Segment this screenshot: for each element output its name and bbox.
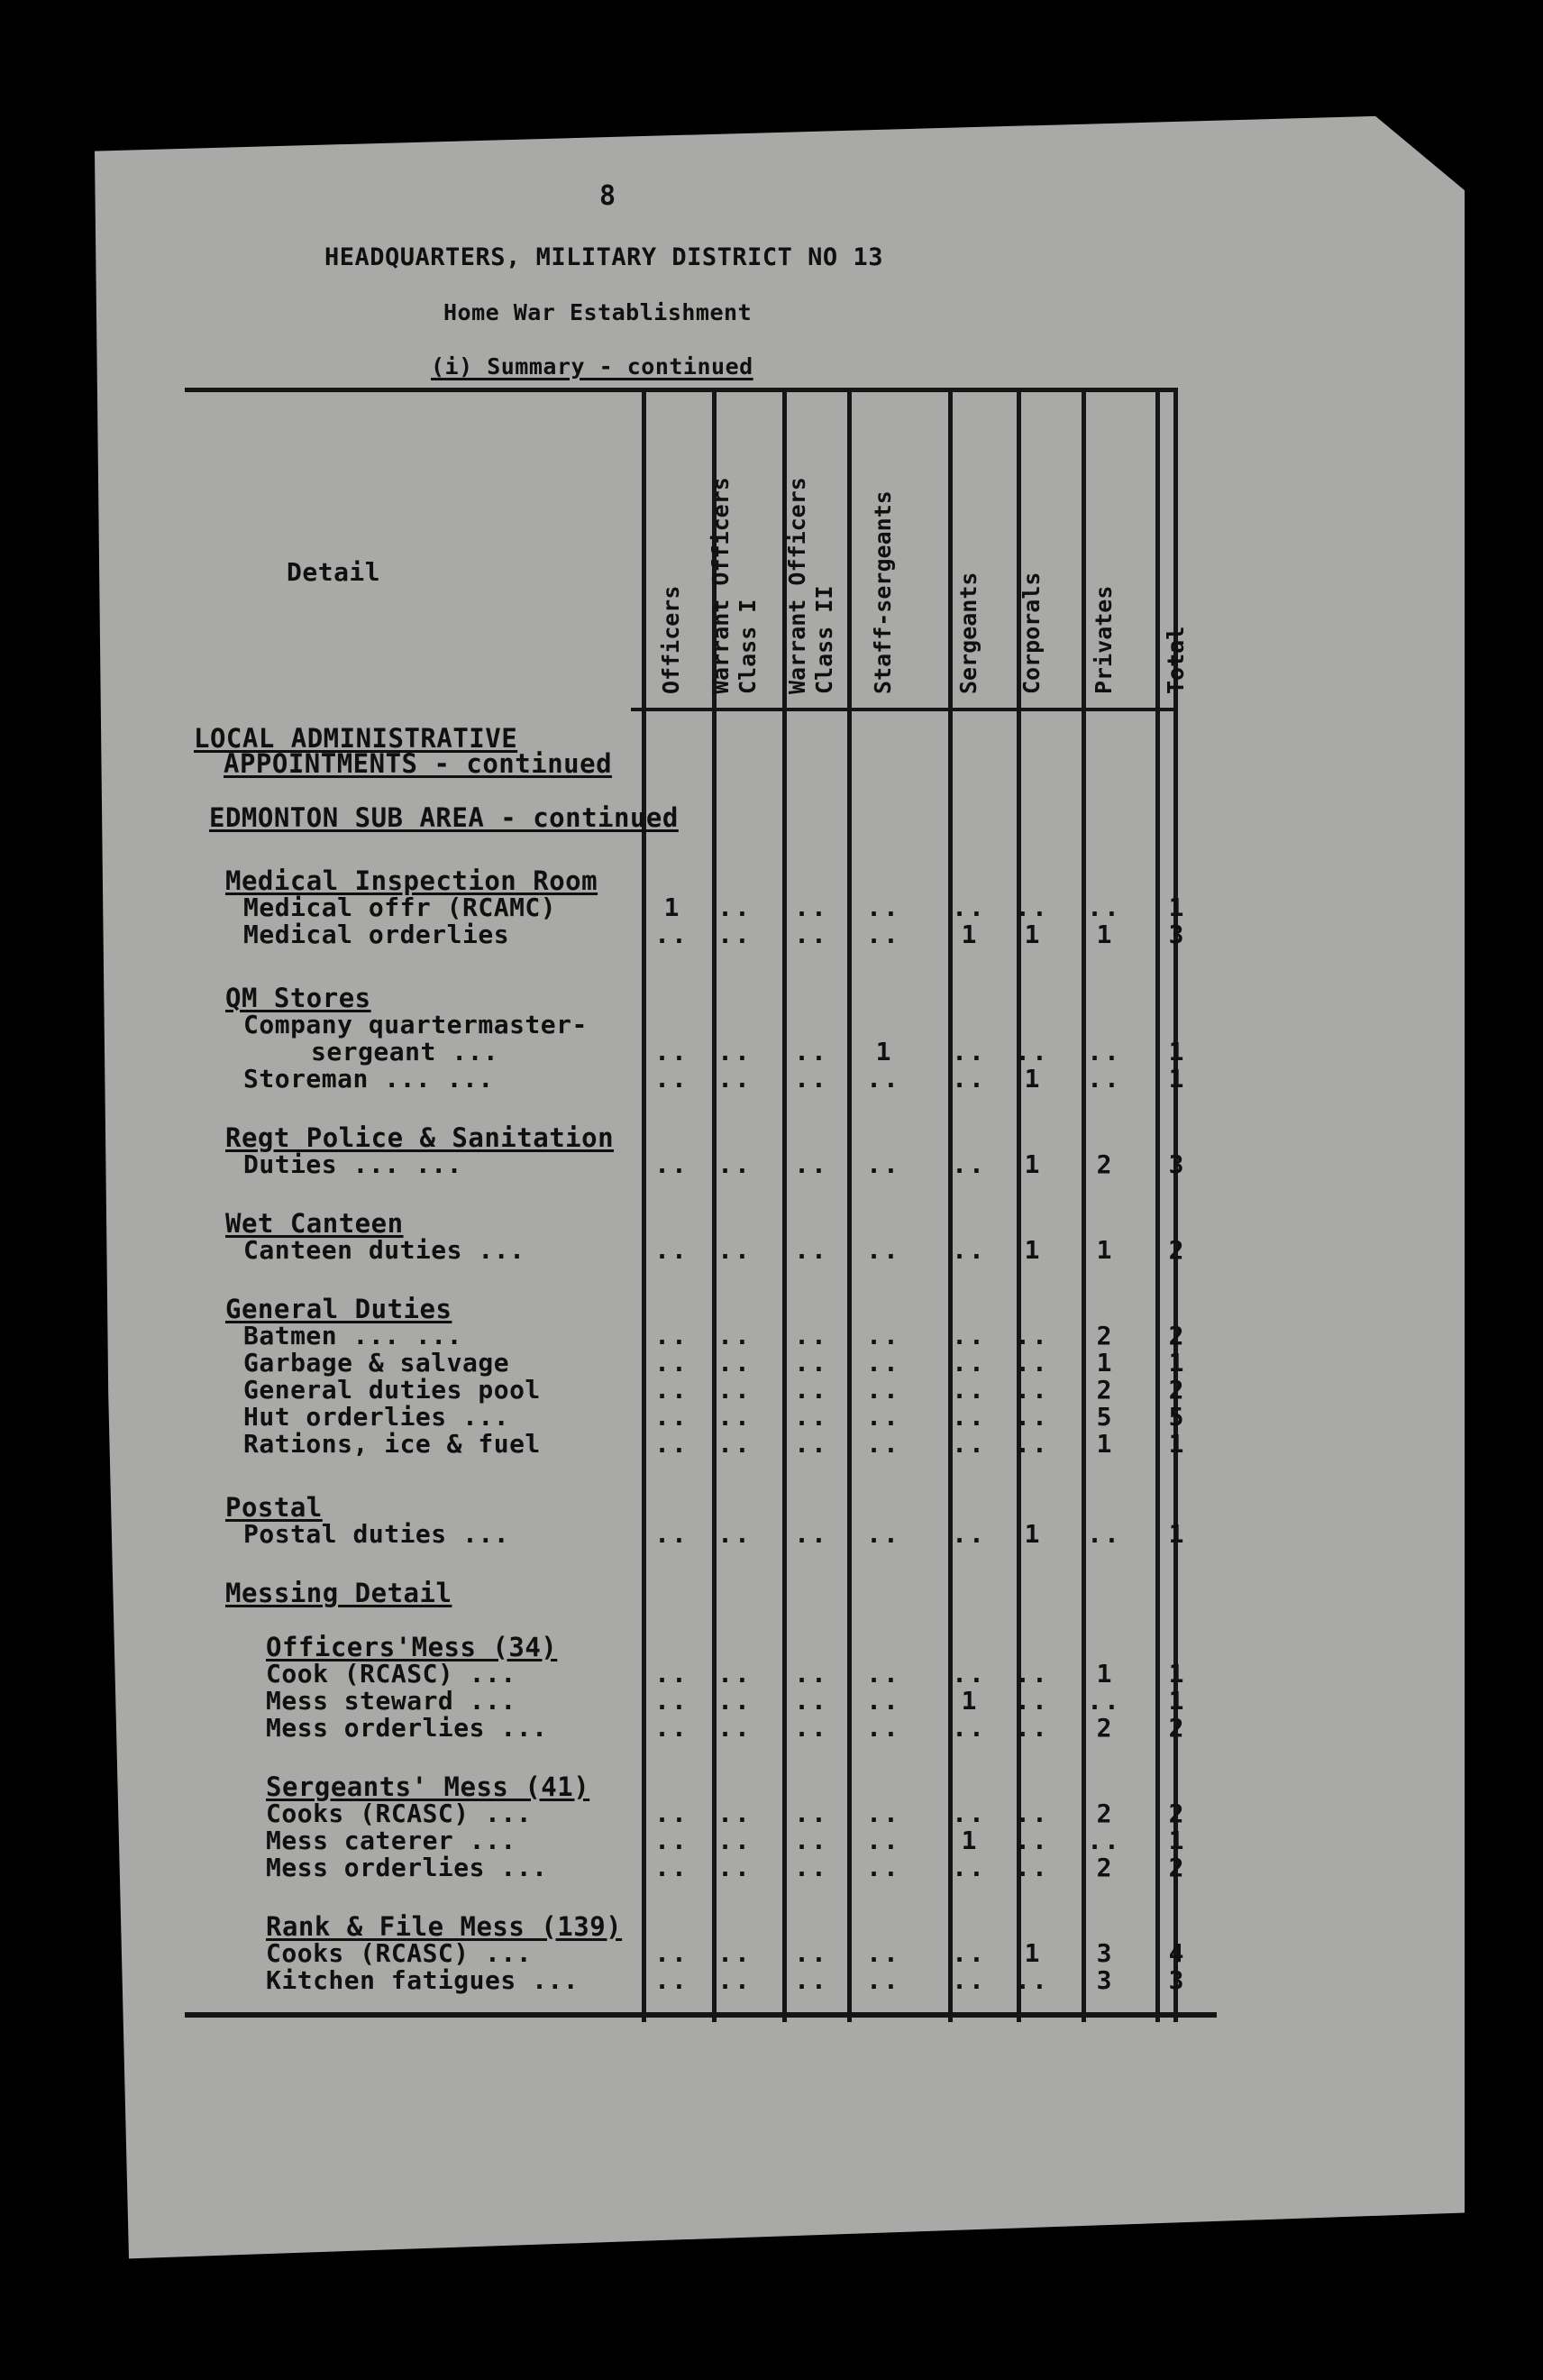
table-cell-total: 3 [1168,1965,1184,1995]
table-cell-privates: 2 [1096,1321,1112,1350]
table-cell-staff-sergeants: .. [866,1965,900,1995]
table-cell-staff-sergeants: .. [866,1799,900,1828]
row-label: Mess orderlies ... [266,1853,548,1882]
table-cell-staff-sergeants: .. [866,1375,900,1405]
column-header-sergeants: Sergeants [955,572,981,694]
section-label: Messing Detail [225,1578,452,1608]
table-cell-sergeants: 1 [961,1826,977,1855]
row-label: Cooks (RCASC) ... [266,1938,533,1968]
table-cell-warrant-officers-class-1: .. [717,892,752,922]
table-cell-staff-sergeants: .. [866,1938,900,1968]
row-label: Canteen duties ... [243,1235,525,1265]
table-cell-total: 1 [1168,1037,1184,1066]
table-cell-officers: .. [654,1037,689,1066]
table-cell-privates: 2 [1096,1799,1112,1828]
table-cell-corporals: .. [1015,1375,1049,1405]
column-header-officers: Officers [658,585,684,694]
table-cell-staff-sergeants: .. [866,1235,900,1265]
table-cell-warrant-officers-class-2: .. [794,1321,828,1350]
table-cell-corporals: 1 [1024,1235,1040,1265]
table-cell-warrant-officers-class-2: .. [794,1853,828,1882]
table-cell-warrant-officers-class-2: .. [794,1659,828,1689]
table-cell-corporals: 1 [1024,1938,1040,1968]
table-cell-total: 5 [1168,1402,1184,1432]
column-header-warrant-officers-class-2: Warrant Officers Class II [784,477,837,694]
row-label: General duties pool [243,1375,541,1405]
row-label: Duties ... ... [243,1149,463,1179]
table-cell-total: 4 [1168,1938,1184,1968]
table-cell-corporals: .. [1015,1826,1049,1855]
table-top-rule [185,388,1176,392]
table-cell-total: 2 [1168,1375,1184,1405]
table-cell-sergeants: .. [952,1938,986,1968]
table-cell-sergeants: .. [952,1799,986,1828]
table-cell-corporals: .. [1015,1402,1049,1432]
table-cell-corporals: .. [1015,1348,1049,1378]
row-label: Medical offr (RCAMC) [243,892,557,922]
table-cell-privates: 2 [1096,1149,1112,1179]
table-cell-sergeants: .. [952,1659,986,1689]
table-cell-privates: .. [1087,892,1121,922]
table-cell-officers: .. [654,1321,689,1350]
table-cell-staff-sergeants: .. [866,1659,900,1689]
row-label: Medical orderlies [243,920,510,949]
table-cell-corporals: .. [1015,1037,1049,1066]
table-cell-staff-sergeants: .. [866,1519,900,1549]
table-cell-warrant-officers-class-1: .. [717,1037,752,1066]
table-cell-warrant-officers-class-1: .. [717,1799,752,1828]
table-cell-officers: .. [654,1375,689,1405]
table-cell-warrant-officers-class-2: .. [794,1375,828,1405]
row-label: Rations, ice & fuel [243,1429,541,1459]
table-cell-warrant-officers-class-2: .. [794,1149,828,1179]
table-cell-warrant-officers-class-2: .. [794,1348,828,1378]
table-cell-warrant-officers-class-1: .. [717,1235,752,1265]
table-cell-total: 2 [1168,1321,1184,1350]
table-cell-officers: .. [654,1853,689,1882]
table-cell-officers: .. [654,1686,689,1716]
column-rule-7 [1082,388,1086,2022]
table-cell-corporals: .. [1015,1799,1049,1828]
table-cell-corporals: .. [1015,1713,1049,1743]
section-label: General Duties [225,1294,452,1324]
table-cell-total: 2 [1168,1853,1184,1882]
row-label: Garbage & salvage [243,1348,510,1378]
table-cell-staff-sergeants: .. [866,892,900,922]
table-cell-sergeants: .. [952,1348,986,1378]
table-cell-total: 1 [1168,1686,1184,1716]
table-cell-corporals: 1 [1024,1519,1040,1549]
table-cell-corporals: .. [1015,892,1049,922]
table-cell-corporals: 1 [1024,1149,1040,1179]
table-cell-total: 2 [1168,1235,1184,1265]
table-cell-warrant-officers-class-1: .. [717,1853,752,1882]
table-cell-privates: 1 [1096,920,1112,949]
page-title: HEADQUARTERS, MILITARY DISTRICT NO 13 [324,243,883,271]
heading-edmonton-sub-area: EDMONTON SUB AREA - continued [209,802,679,833]
table-cell-sergeants: 1 [961,1686,977,1716]
table-cell-warrant-officers-class-2: .. [794,1064,828,1094]
column-header-staff-sergeants: Staff-sergeants [870,490,896,694]
table-cell-staff-sergeants: .. [866,920,900,949]
column-header-warrant-officers-class-1: Warrant Officers Class I [708,477,761,694]
section-label: Medical Inspection Room [225,865,598,896]
table-cell-total: 1 [1168,1064,1184,1094]
table-cell-staff-sergeants: .. [866,1321,900,1350]
table-cell-warrant-officers-class-2: .. [794,1235,828,1265]
table-cell-total: 2 [1168,1799,1184,1828]
table-cell-total: 1 [1168,892,1184,922]
table-cell-sergeants: .. [952,1853,986,1882]
table-cell-warrant-officers-class-2: .. [794,1519,828,1549]
column-rule-5 [948,388,953,2022]
table-cell-officers: .. [654,1938,689,1968]
table-cell-staff-sergeants: .. [866,1713,900,1743]
table-cell-warrant-officers-class-2: .. [794,920,828,949]
table-cell-total: 3 [1168,1149,1184,1179]
table-cell-privates: 1 [1096,1235,1112,1265]
table-cell-corporals: .. [1015,1686,1049,1716]
heading-local-admin-line1: LOCAL ADMINISTRATIVE [194,723,518,754]
table-cell-officers: .. [654,1713,689,1743]
table-cell-officers: 1 [663,892,680,922]
row-label: Cook (RCASC) ... [266,1659,516,1689]
table-cell-warrant-officers-class-1: .. [717,1429,752,1459]
row-label: Cooks (RCASC) ... [266,1799,533,1828]
table-cell-warrant-officers-class-1: .. [717,1938,752,1968]
table-cell-corporals: .. [1015,1321,1049,1350]
column-header-total: Total [1163,626,1189,694]
table-cell-privates: 1 [1096,1348,1112,1378]
subsection-label: Sergeants' Mess (41) [266,1771,590,1802]
table-cell-warrant-officers-class-1: .. [717,1375,752,1405]
table-cell-sergeants: .. [952,1965,986,1995]
table-cell-privates: .. [1087,1037,1121,1066]
row-label: Company quartermaster- [243,1010,588,1039]
table-cell-officers: .. [654,1235,689,1265]
table-cell-staff-sergeants: .. [866,1149,900,1179]
table-cell-sergeants: .. [952,1402,986,1432]
table-cell-officers: .. [654,1348,689,1378]
table-cell-privates: 2 [1096,1375,1112,1405]
table-cell-officers: .. [654,1429,689,1459]
table-cell-total: 1 [1168,1429,1184,1459]
table-cell-corporals: 1 [1024,920,1040,949]
table-cell-warrant-officers-class-1: .. [717,1402,752,1432]
table-cell-corporals: .. [1015,1429,1049,1459]
row-label: Mess caterer ... [266,1826,516,1855]
row-label: Mess orderlies ... [266,1713,548,1743]
table-cell-sergeants: .. [952,1713,986,1743]
subsection-label: Officers'Mess (34) [266,1632,558,1662]
table-cell-officers: .. [654,1149,689,1179]
table-cell-warrant-officers-class-1: .. [717,1064,752,1094]
row-label: sergeant ... [311,1037,499,1066]
table-cell-staff-sergeants: .. [866,1348,900,1378]
table-cell-warrant-officers-class-1: .. [717,920,752,949]
section-heading: (i) Summary - continued [431,353,753,380]
section-label: Postal [225,1492,323,1523]
table-cell-staff-sergeants: .. [866,1686,900,1716]
table-cell-sergeants: .. [952,1064,986,1094]
section-label: Regt Police & Sanitation [225,1122,615,1153]
table-cell-warrant-officers-class-2: .. [794,1938,828,1968]
table-cell-warrant-officers-class-2: .. [794,1686,828,1716]
row-label: Batmen ... ... [243,1321,463,1350]
table-cell-privates: .. [1087,1519,1121,1549]
table-cell-warrant-officers-class-1: .. [717,1659,752,1689]
table-cell-warrant-officers-class-1: .. [717,1713,752,1743]
table-cell-sergeants: .. [952,1235,986,1265]
table-cell-privates: .. [1087,1686,1121,1716]
table-cell-warrant-officers-class-2: .. [794,1826,828,1855]
subsection-label: Rank & File Mess (139) [266,1911,623,1942]
table-cell-officers: .. [654,1826,689,1855]
table-cell-officers: .. [654,1659,689,1689]
table-cell-corporals: 1 [1024,1064,1040,1094]
column-rule-8 [1155,388,1160,2022]
table-cell-total: 2 [1168,1713,1184,1743]
table-cell-officers: .. [654,1519,689,1549]
detail-column-header: Detail [287,557,381,587]
table-cell-privates: 3 [1096,1938,1112,1968]
table-cell-warrant-officers-class-1: .. [717,1686,752,1716]
table-cell-officers: .. [654,1402,689,1432]
heading-local-admin-line2: APPOINTMENTS - continued [224,748,613,779]
table-cell-sergeants: 1 [961,920,977,949]
table-cell-officers: .. [654,920,689,949]
table-cell-sergeants: .. [952,1037,986,1066]
table-cell-warrant-officers-class-1: .. [717,1149,752,1179]
table-cell-warrant-officers-class-2: .. [794,1799,828,1828]
table-cell-sergeants: .. [952,1375,986,1405]
table-cell-warrant-officers-class-1: .. [717,1826,752,1855]
column-rule-4 [847,388,852,2022]
table-cell-corporals: .. [1015,1853,1049,1882]
table-cell-privates: 1 [1096,1659,1112,1689]
table-cell-staff-sergeants: .. [866,1429,900,1459]
table-cell-privates: 3 [1096,1965,1112,1995]
table-cell-sergeants: .. [952,1321,986,1350]
table-cell-privates: 2 [1096,1713,1112,1743]
table-cell-warrant-officers-class-1: .. [717,1348,752,1378]
table-cell-privates: 1 [1096,1429,1112,1459]
table-cell-total: 1 [1168,1519,1184,1549]
table-cell-total: 3 [1168,920,1184,949]
table-cell-sergeants: .. [952,892,986,922]
table-cell-warrant-officers-class-1: .. [717,1321,752,1350]
table-cell-staff-sergeants: .. [866,1826,900,1855]
table-cell-warrant-officers-class-1: .. [717,1519,752,1549]
table-cell-privates: 5 [1096,1402,1112,1432]
table-cell-privates: .. [1087,1064,1121,1094]
table-cell-warrant-officers-class-2: .. [794,892,828,922]
table-cell-officers: .. [654,1965,689,1995]
row-label: Kitchen fatigues ... [266,1965,580,1995]
table-cell-corporals: .. [1015,1965,1049,1995]
row-label: Mess steward ... [266,1686,516,1716]
table-cell-total: 1 [1168,1826,1184,1855]
section-label: QM Stores [225,983,371,1013]
column-rule-1 [642,388,646,2022]
table-cell-sergeants: .. [952,1429,986,1459]
table-cell-sergeants: .. [952,1149,986,1179]
table-bottom-rule [185,2012,1217,2018]
table-cell-staff-sergeants: .. [866,1064,900,1094]
table-cell-warrant-officers-class-2: .. [794,1037,828,1066]
column-header-corporals: Corporals [1018,572,1045,694]
column-header-privates: Privates [1091,585,1117,694]
table-cell-staff-sergeants: .. [866,1853,900,1882]
table-cell-warrant-officers-class-2: .. [794,1713,828,1743]
table-cell-sergeants: .. [952,1519,986,1549]
table-cell-warrant-officers-class-1: .. [717,1965,752,1995]
table-cell-warrant-officers-class-2: .. [794,1402,828,1432]
table-cell-total: 1 [1168,1659,1184,1689]
page-subtitle: Home War Establishment [443,299,753,325]
row-label: Hut orderlies ... [243,1402,510,1432]
table-cell-staff-sergeants: 1 [875,1037,891,1066]
table-cell-privates: .. [1087,1826,1121,1855]
table-cell-total: 1 [1168,1348,1184,1378]
section-label: Wet Canteen [225,1208,404,1239]
table-cell-warrant-officers-class-2: .. [794,1965,828,1995]
page-number: 8 [599,180,616,212]
table-cell-officers: .. [654,1799,689,1828]
table-cell-warrant-officers-class-2: .. [794,1429,828,1459]
table-cell-privates: 2 [1096,1853,1112,1882]
table-cell-corporals: .. [1015,1659,1049,1689]
table-cell-staff-sergeants: .. [866,1402,900,1432]
row-label: Postal duties ... [243,1519,510,1549]
table-cell-officers: .. [654,1064,689,1094]
row-label: Storeman ... ... [243,1064,494,1094]
